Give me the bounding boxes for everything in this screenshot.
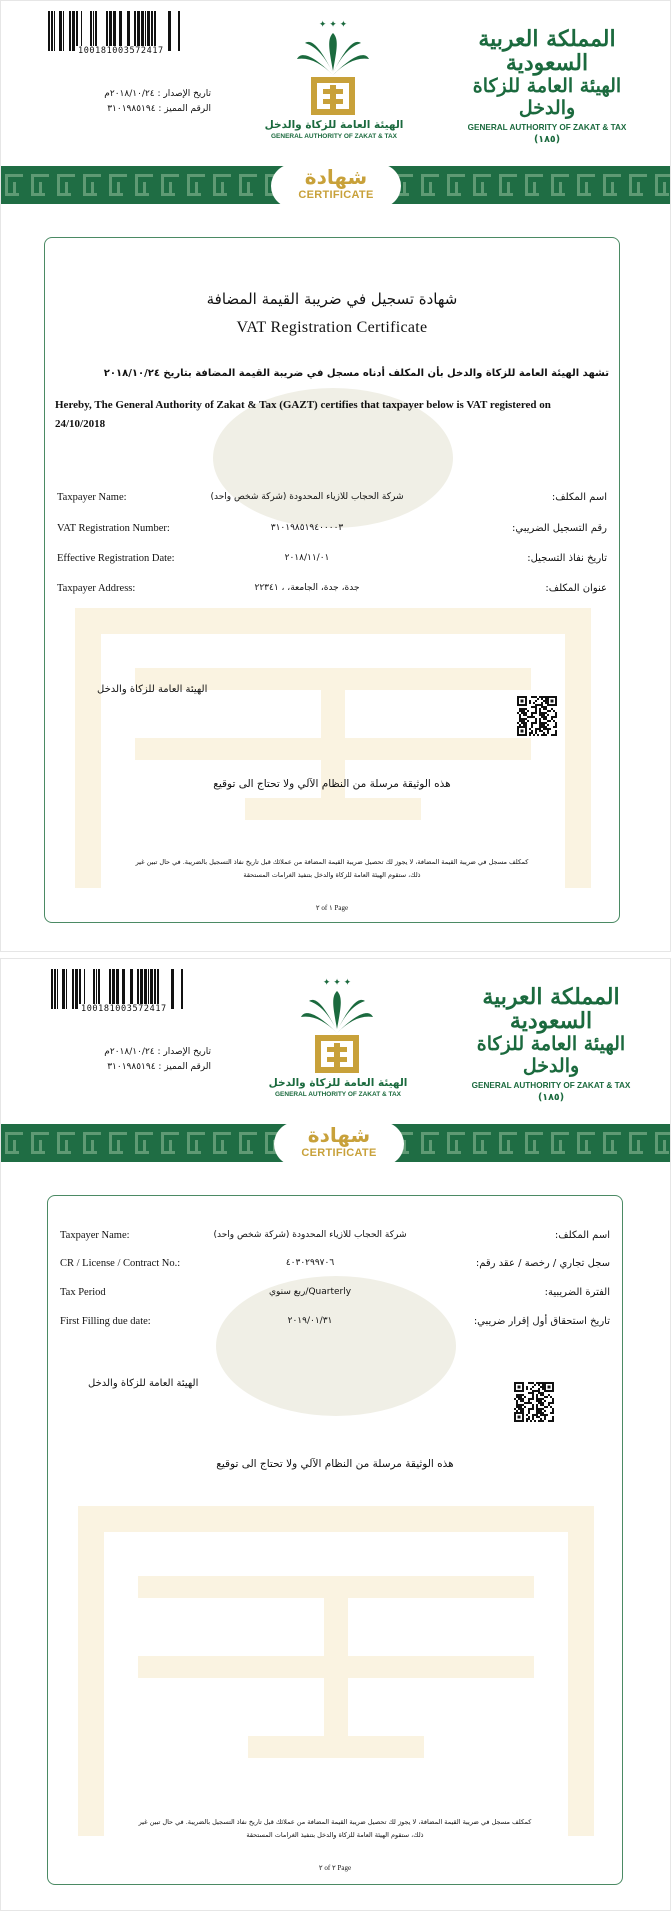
certificate-frame [44, 237, 620, 923]
certificate-frame [47, 1195, 623, 1885]
field-value: شركة الحجاب للازياء المحدودة (شركة شخص واحد) [210, 492, 404, 502]
gazt-number: (١٨٥) [537, 1092, 565, 1103]
certification-statement-en: Hereby, The General Authority of Zakat & Tax (GAZT) certifies that taxpayer below is VAT registered on 24/10/2018 [55, 399, 551, 430]
field-label-ar: رقم التسجيل الضريبي: [512, 523, 607, 534]
svg-text:✦ ✦ ✦: ✦ ✦ ✦ [318, 20, 348, 30]
field-label-ar: الفترة الضريبية: [544, 1287, 610, 1298]
gazt-logo [467, 985, 635, 1103]
gazt-logo [463, 27, 631, 145]
badge-ar: شهادة [307, 1123, 371, 1147]
field-label-ar: تاريخ نفاذ التسجيل: [527, 553, 607, 564]
field-taxpayer-address [57, 583, 607, 599]
distinct-number: الرقم المميز : ٣١٠١٩٨٥١٩٤ [107, 1062, 211, 1072]
field-value: ٢٠١٩/٠١/٣١ [287, 1316, 333, 1326]
page-header [1, 959, 671, 1124]
page-header [1, 1, 671, 166]
fine-print-line-1: كمكلف مسجل في ضريبة القيمة المضافة، لا يجوز لك تحصيل ضريبة القيمة المضافة من عملائك قبل تاريخ نفاذ التسجيل بالضريبة. في حال تبين غير [135, 858, 529, 866]
kingdom-name-ar: المملكة العربية السعودية [482, 984, 620, 1034]
field-label-en: Tax Period [60, 1287, 106, 1298]
fine-print-line-2: ذلك، ستقوم الهيئة العامة للزكاة والدخل بتنفيذ الغرامات المستحقة [243, 871, 421, 879]
qr-code [514, 1382, 554, 1422]
field-label-en: VAT Registration Number: [57, 523, 170, 534]
field-value: ٤٠٣٠٢٩٩٧٠٦ [285, 1258, 335, 1268]
badge-ar: شهادة [304, 165, 368, 189]
certificate-badge [271, 164, 401, 208]
field-value: ٢٠١٨/١١/٠١ [284, 553, 330, 563]
field-value: جدة، جدة، الجامعة، ، ٢٢٣٤١ [254, 583, 360, 593]
barcode-number: 100181003572417 [78, 46, 164, 56]
fine-print-line-1: كمكلف مسجل في ضريبة القيمة المضافة، لا يجوز لك تحصيل ضريبة القيمة المضافة من عملائك قبل تاريخ نفاذ التسجيل بالضريبة. في حال تبين غير [138, 1818, 532, 1826]
field-label-ar: عنوان المكلف: [545, 583, 607, 594]
certificate-page-2 [0, 958, 671, 1911]
fine-print [85, 856, 579, 882]
authority-name-en: GENERAL AUTHORITY OF ZAKAT & TAX [270, 133, 398, 140]
distinct-number: الرقم المميز : ٣١٠١٩٨٥١٩٤ [107, 104, 211, 114]
field-first-filing-date [60, 1316, 610, 1332]
field-label-en: Taxpayer Address: [57, 583, 136, 594]
authority-signature: الهيئة العامة للزكاة والدخل [97, 684, 208, 695]
certificate-page-1 [0, 0, 671, 952]
gazt-name-ar: الهيئة العامة للزكاة والدخل [472, 75, 622, 119]
system-note: هذه الوثيقة مرسلة من النظام الآلي ولا تحتاج الى توقيع [213, 778, 451, 790]
field-label-ar: سجل تجاري / رخصة / عقد رقم: [475, 1258, 610, 1269]
field-label-ar: اسم المكلف: [551, 492, 607, 503]
gazt-name-ar: الهيئة العامة للزكاة والدخل [476, 1033, 626, 1077]
system-note: هذه الوثيقة مرسلة من النظام الآلي ولا تحتاج الى توقيع [216, 1458, 454, 1470]
field-label-en: First Filling due date: [60, 1316, 151, 1327]
field-label-ar: تاريخ استحقاق أول إقرار ضريبي: [473, 1316, 610, 1327]
barcode-number: 100181003572417 [81, 1004, 167, 1014]
certificate-title-en: VAT Registration Certificate [236, 319, 428, 336]
field-taxpayer-name [60, 1230, 610, 1246]
certificate-title-ar: شهادة تسجيل في ضريبة القيمة المضافة [206, 290, 458, 308]
authority-name-en: GENERAL AUTHORITY OF ZAKAT & TAX [274, 1091, 402, 1098]
field-value: ٣١٠١٩٨٥١٩٤٠٠٠٠٣ [270, 523, 344, 533]
issue-info [81, 1045, 211, 1075]
gazt-name-en: GENERAL AUTHORITY OF ZAKAT & TAX [471, 1081, 631, 1090]
fine-print-line-2: ذلك، ستقوم الهيئة العامة للزكاة والدخل بتنفيذ الغرامات المستحقة [246, 1831, 424, 1839]
gazt-name-en: GENERAL AUTHORITY OF ZAKAT & TAX [467, 123, 627, 132]
field-effective-date [57, 553, 607, 569]
authority-signature: الهيئة العامة للزكاة والدخل [88, 1378, 199, 1389]
certification-statement-ar: تشهد الهيئة العامة للزكاة والدخل بأن المكلف أدناه مسجل في ضريبة القيمة المضافة بتاريخ ٢٠١٨/١٠/٢٤ [103, 368, 609, 379]
kingdom-name-ar: المملكة العربية السعودية [478, 26, 616, 76]
field-vat-number [57, 523, 607, 539]
field-label-en: Taxpayer Name: [60, 1230, 130, 1241]
field-taxpayer-name [57, 492, 607, 508]
page-number: ٢ of ٢ Page [318, 1864, 352, 1872]
certificate-badge [274, 1122, 404, 1166]
gazt-number: (١٨٥) [533, 134, 561, 145]
issue-info [81, 87, 211, 117]
qr-code [517, 696, 557, 736]
field-label-en: CR / License / Contract No.: [60, 1258, 181, 1269]
issue-date: تاريخ الإصدار : ٢٠١٨/١٠/٢٤م [104, 1047, 211, 1057]
field-value: Quarterly/ربع سنوي [268, 1287, 352, 1297]
authority-name-ar: الهيئة العامة للزكاة والدخل [268, 1077, 408, 1089]
authority-name-ar: الهيئة العامة للزكاة والدخل [264, 119, 404, 131]
svg-text:✦ ✦ ✦: ✦ ✦ ✦ [322, 978, 352, 988]
badge-en: CERTIFICATE [298, 189, 374, 201]
fine-print [88, 1816, 582, 1842]
field-label-en: Taxpayer Name: [57, 492, 127, 503]
issue-date: تاريخ الإصدار : ٢٠١٨/١٠/٢٤م [104, 89, 211, 99]
field-label-ar: اسم المكلف: [554, 1230, 610, 1241]
field-label-en: Effective Registration Date: [57, 553, 175, 564]
badge-en: CERTIFICATE [301, 1147, 377, 1159]
page-number: ٢ of ١ Page [315, 904, 349, 912]
watermark [45, 238, 620, 922]
field-tax-period [60, 1287, 610, 1303]
field-value: شركة الحجاب للازياء المحدودة (شركة شخص واحد) [213, 1230, 407, 1240]
field-cr-number [60, 1258, 610, 1274]
